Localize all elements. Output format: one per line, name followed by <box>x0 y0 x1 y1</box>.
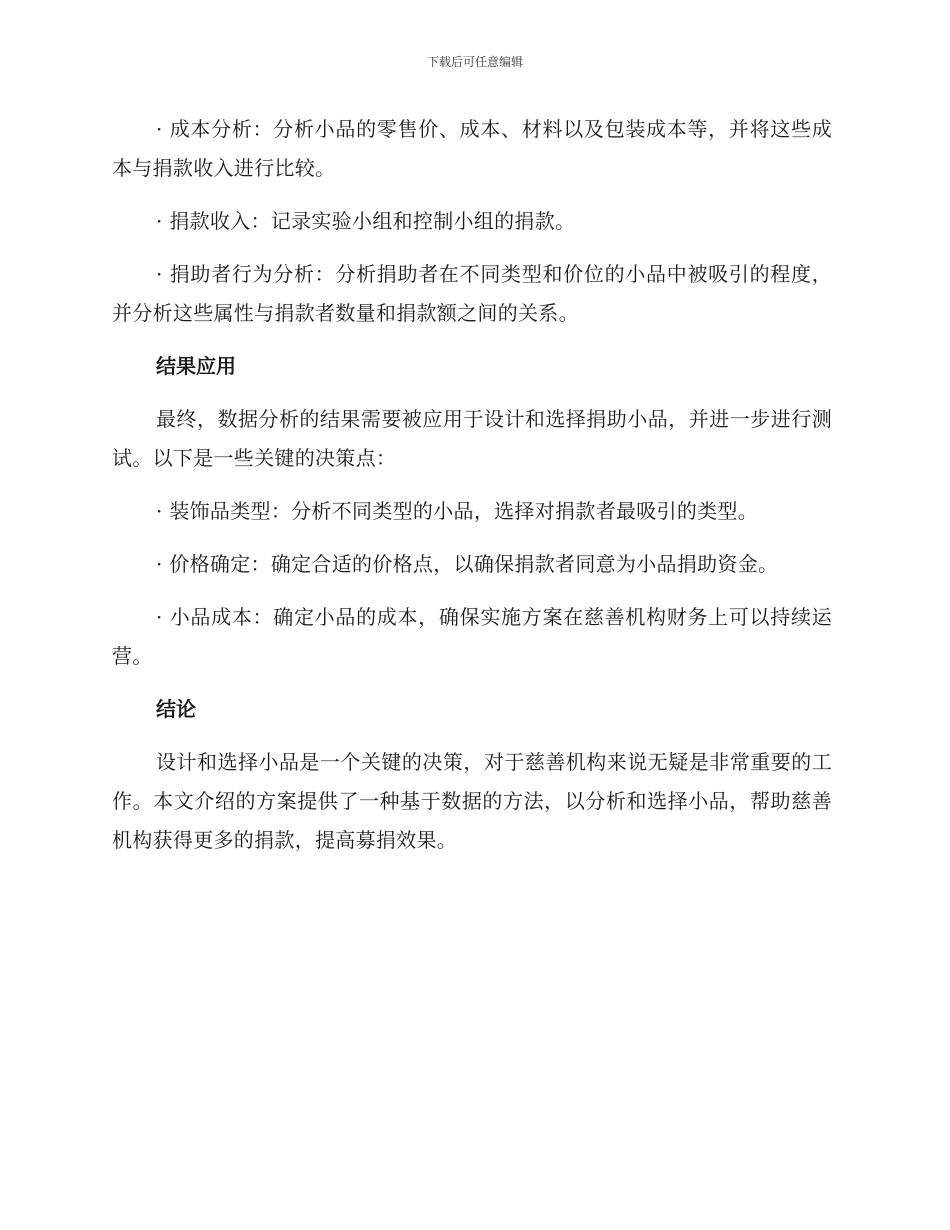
page-header-note: 下载后可任意编辑 <box>426 55 523 69</box>
bullet-decoration-type: · 装饰品类型：分析不同类型的小品，选择对捐款者最吸引的类型。 <box>156 499 759 523</box>
bullet-donation-income: · 捐款收入：记录实验小组和控制小组的捐款。 <box>156 209 576 233</box>
document-body <box>112 110 832 874</box>
results-intro-paragraph: 最终，数据分析的结果需要被应用于设计和选择捐助小品，并进一步进行测试。以下是一些关键的决策点： <box>112 407 832 470</box>
bullet-donor-behavior: · 捐助者行为分析：分析捐助者在不同类型和价位的小品中被吸引的程度，并分析这些属性与捐款者数量和捐款额之间的关系。 <box>112 262 832 325</box>
bullet-item-cost: · 小品成本：确定小品的成本，确保实施方案在慈善机构财务上可以持续运营。 <box>112 605 832 668</box>
bullet-cost-analysis: · 成本分析：分析小品的零售价、成本、材料以及包装成本等，并将这些成本与捐款收入进行比较。 <box>112 117 832 180</box>
section-heading-results: 结果应用 <box>156 354 236 378</box>
conclusion-paragraph: 设计和选择小品是一个关键的决策，对于慈善机构来说无疑是非常重要的工作。本文介绍的方案提供了一种基于数据的方法，以分析和选择小品，帮助慈善机构获得更多的捐款，提高募捐效果。 <box>112 750 832 852</box>
bullet-price-setting: · 价格确定：确定合适的价格点，以确保捐款者同意为小品捐助资金。 <box>156 552 779 576</box>
section-heading-conclusion: 结论 <box>156 697 196 721</box>
